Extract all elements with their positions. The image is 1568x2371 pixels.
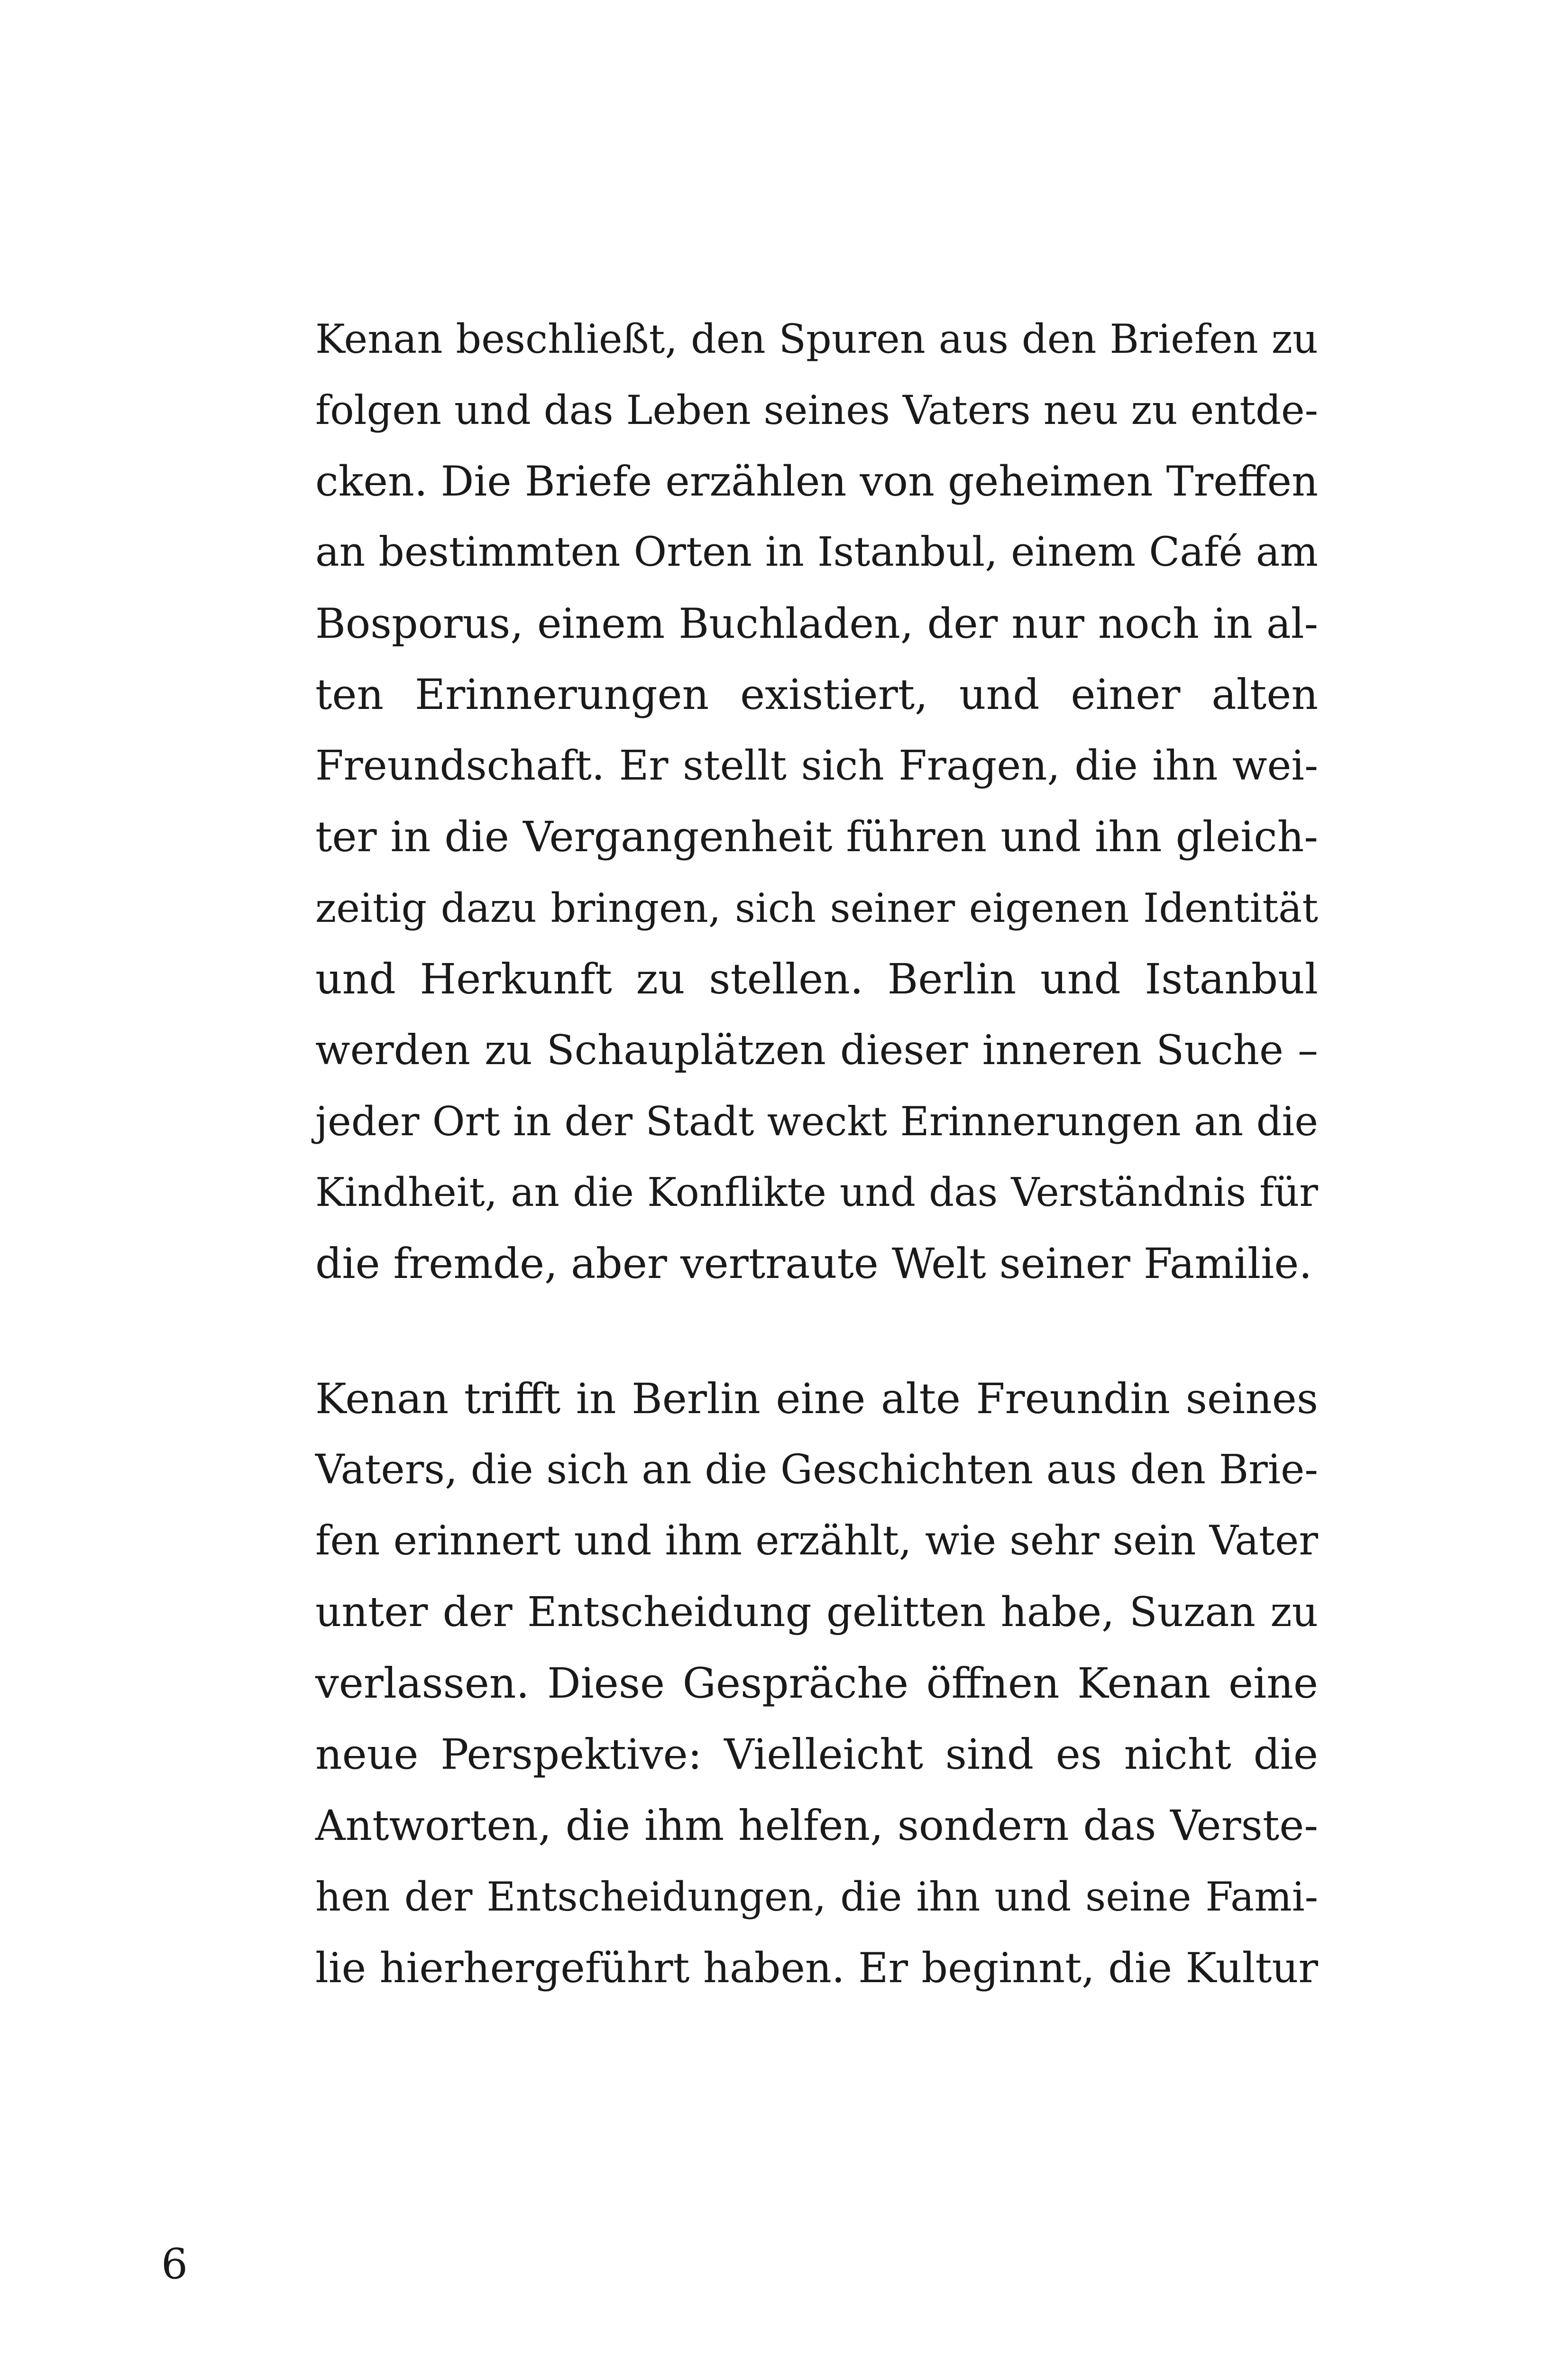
text-line: jeder Ort in der Stadt weckt Erinnerungen an die — [315, 1098, 1318, 1145]
text-line: Antworten, die ihm helfen, sondern das Verste- — [315, 1801, 1318, 1850]
text-line: Kenan trifft in Berlin eine alte Freundin seines — [315, 1374, 1318, 1423]
text-line: neue Perspektive: Vielleicht sind es nicht die — [315, 1730, 1318, 1779]
text-line: ter in die Vergangenheit führen und ihn gleich- — [315, 812, 1318, 861]
text-line: cken. Die Briefe erzählen von geheimen Treffen — [315, 457, 1318, 505]
text-line: Kenan beschließt, den Spuren aus den Briefen zu — [315, 316, 1318, 362]
text-line: verlassen. Diese Gespräche öffnen Kenan eine — [315, 1659, 1318, 1708]
text-line: lie hierhergeführt haben. Er beginnt, die Kultur — [315, 1944, 1318, 1992]
text-line: Bosporus, einem Buchladen, der nur noch in al- — [315, 599, 1318, 648]
paragraph-2 — [315, 1363, 1318, 2003]
text-line: und Herkunft zu stellen. Berlin und Istanbul — [315, 955, 1318, 1003]
text-line: werden zu Schauplätzen dieser inneren Suche – — [315, 1027, 1318, 1074]
text-line: an bestimmten Orten in Istanbul, einem Café am — [315, 529, 1318, 576]
page-number: 6 — [161, 2240, 188, 2288]
text-line: Freundschaft. Er stellt sich Fragen, die ihn wei- — [315, 742, 1318, 790]
text-line: Vaters, die sich an die Geschichten aus den Brie- — [315, 1446, 1318, 1493]
text-line: ten Erinnerungen existiert, und einer alten — [315, 670, 1318, 719]
text-line: zeitig dazu bringen, sich seiner eigenen Identität — [315, 885, 1318, 931]
text-line: die fremde, aber vertraute Welt seiner Familie. — [315, 1239, 1312, 1288]
text-line: Kindheit, an die Konflikte und das Verständnis für — [315, 1169, 1318, 1215]
text-line: hen der Entscheidungen, die ihn und seine Fami- — [315, 1874, 1318, 1920]
paragraph-1 — [315, 303, 1318, 1299]
text-line: unter der Entscheidung gelitten habe, Suzan zu — [315, 1589, 1318, 1636]
text-line: folgen und das Leben seines Vaters neu zu entde- — [315, 387, 1318, 433]
text-line: fen erinnert und ihm erzählt, wie sehr sein Vater — [315, 1517, 1318, 1564]
